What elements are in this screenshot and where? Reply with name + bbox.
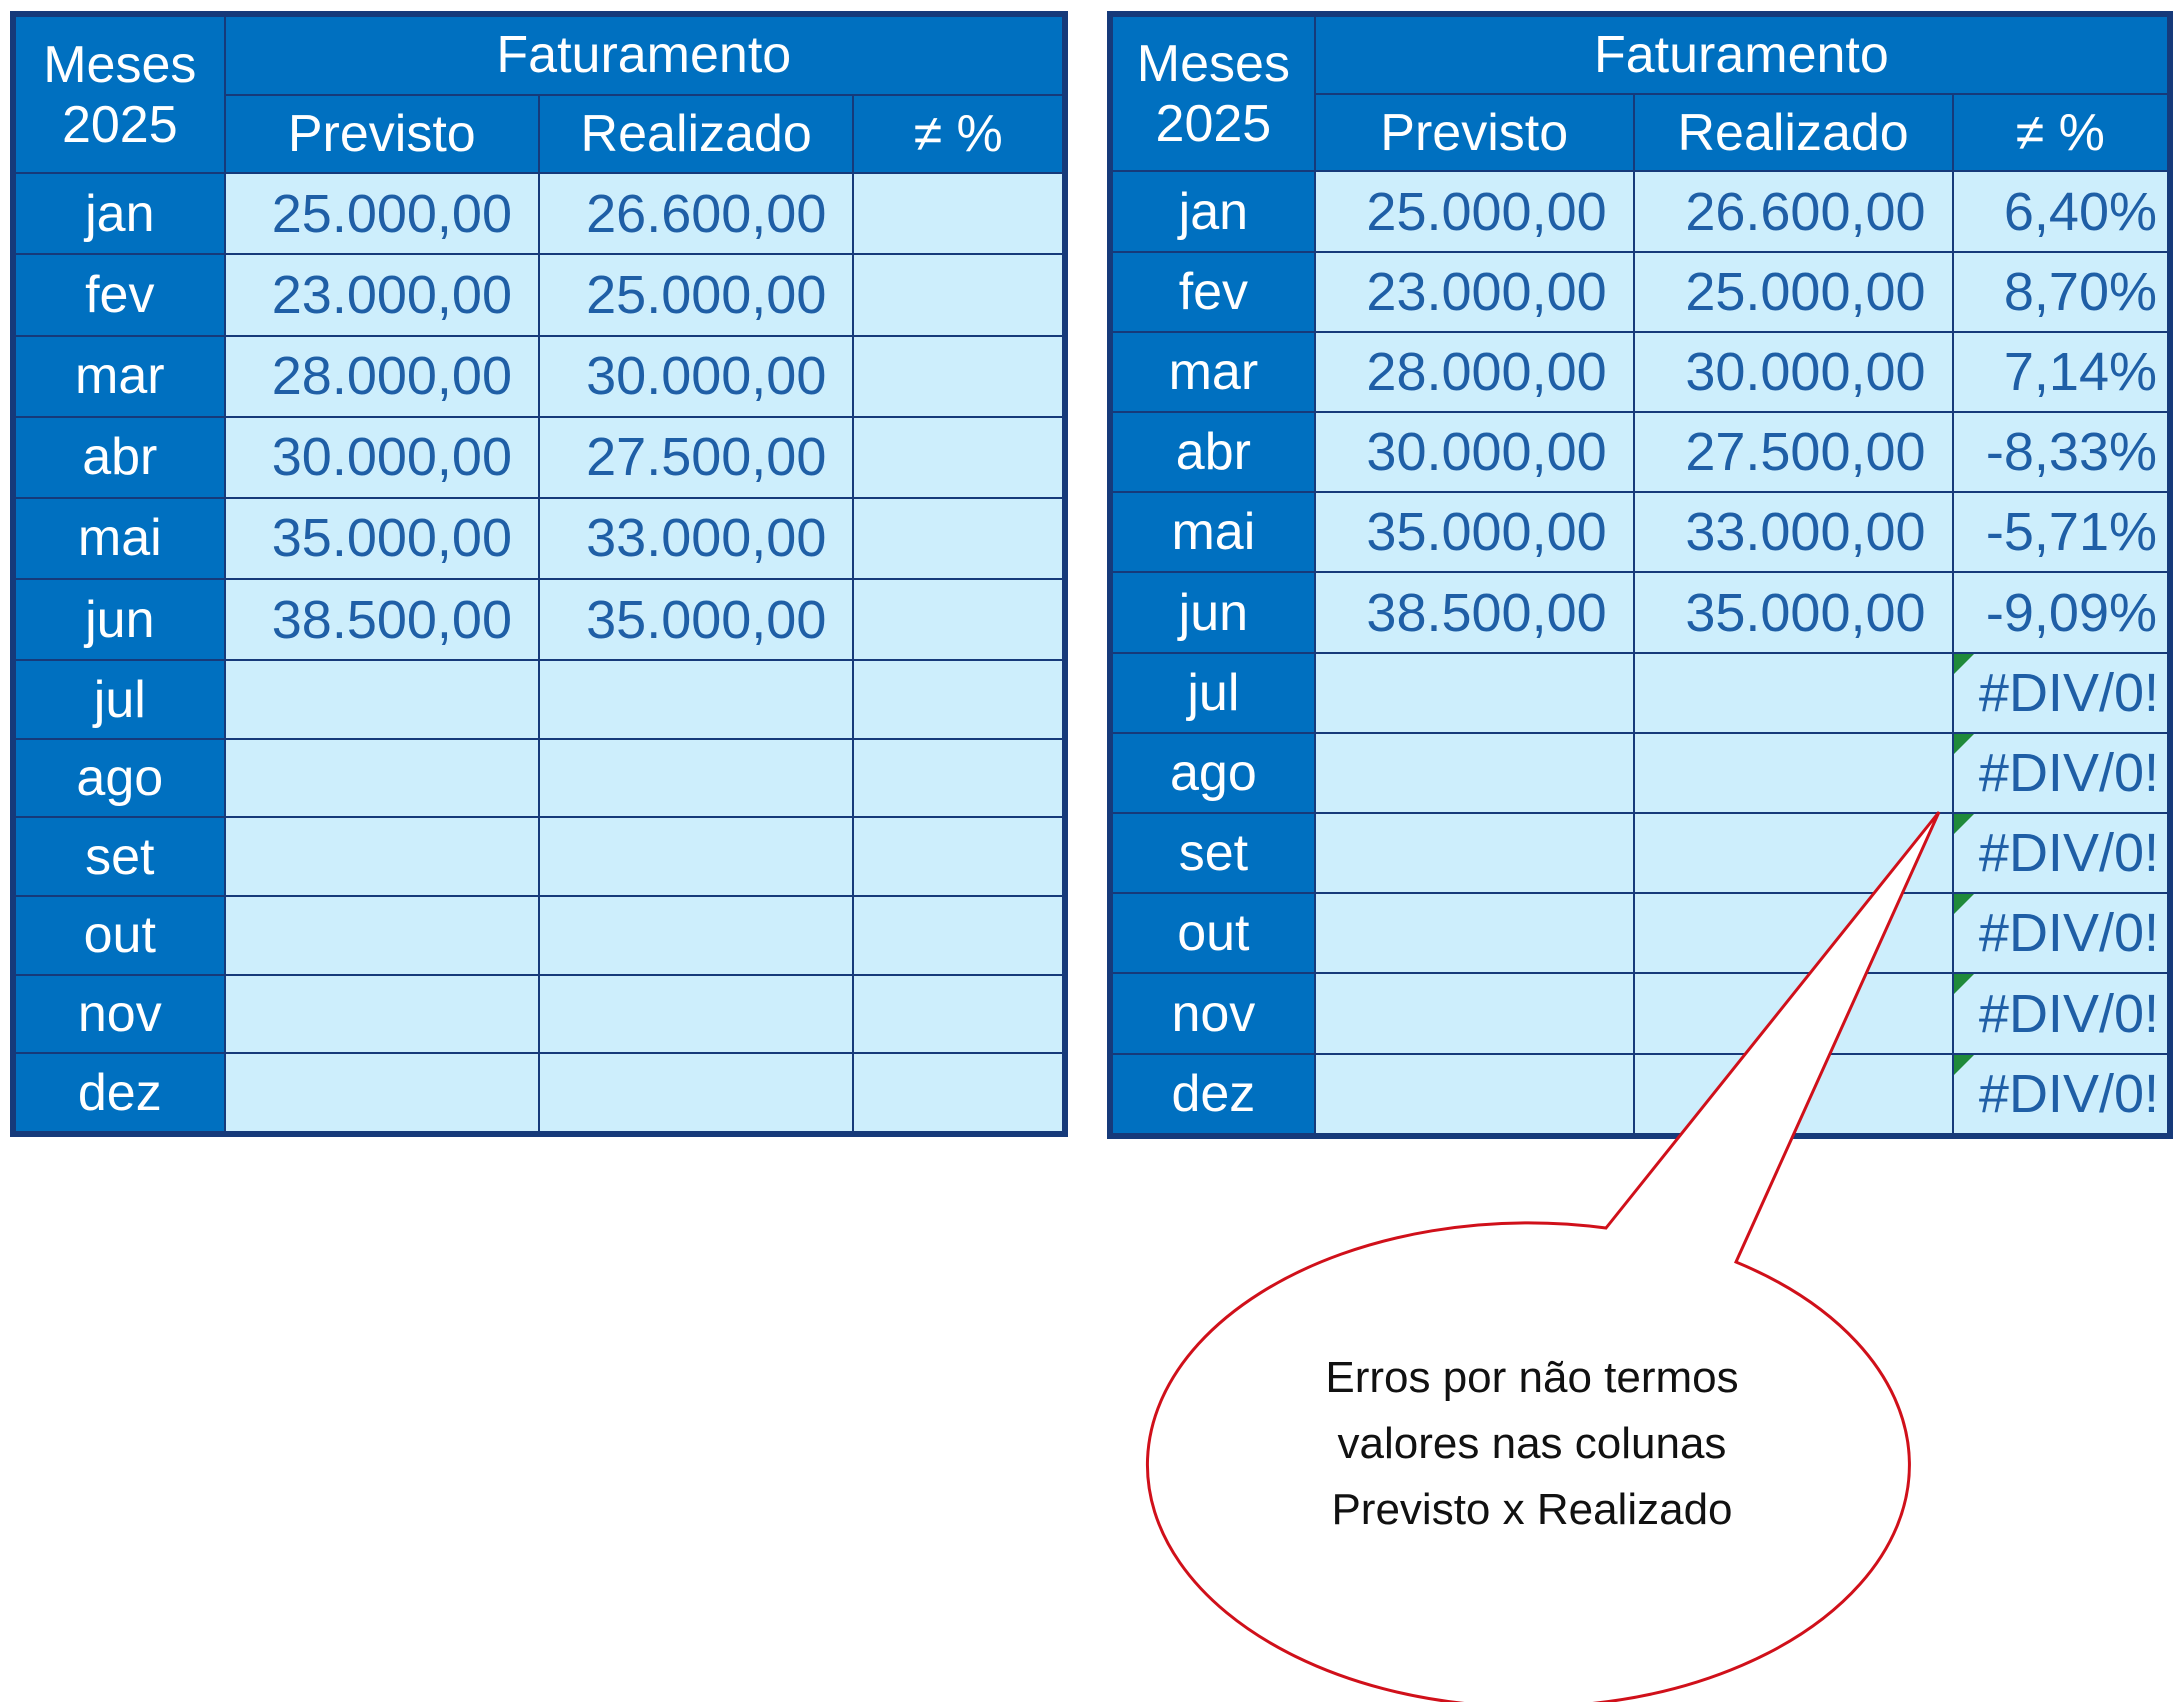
previsto-cell[interactable]: 30.000,00 bbox=[225, 417, 539, 498]
realizado-cell[interactable]: 27.500,00 bbox=[539, 417, 853, 498]
month-cell[interactable]: ago bbox=[15, 739, 225, 818]
realizado-cell[interactable]: 26.600,00 bbox=[1634, 171, 1953, 251]
previsto-header: Previsto bbox=[225, 95, 539, 174]
month-cell[interactable]: out bbox=[15, 896, 225, 975]
diff-percent-value: #DIV/0! bbox=[1978, 1063, 2159, 1124]
diff-percent-header: ≠ % bbox=[853, 95, 1063, 174]
month-cell[interactable]: jun bbox=[15, 579, 225, 660]
month-cell[interactable]: nov bbox=[15, 975, 225, 1054]
month-cell[interactable]: set bbox=[15, 817, 225, 896]
realizado-cell[interactable]: 30.000,00 bbox=[539, 336, 853, 417]
previsto-cell[interactable]: 38.500,00 bbox=[225, 579, 539, 660]
diff-percent-value: #DIV/0! bbox=[1978, 662, 2159, 723]
diff-percent-value: 7,14% bbox=[2003, 341, 2157, 402]
realizado-cell[interactable]: 35.000,00 bbox=[1634, 572, 1953, 652]
month-cell[interactable]: jun bbox=[1112, 572, 1315, 652]
faturamento-header: Faturamento bbox=[1315, 16, 2168, 94]
realizado-cell[interactable]: 27.500,00 bbox=[1634, 412, 1953, 492]
previsto-cell[interactable]: 23.000,00 bbox=[1315, 252, 1634, 332]
realizado-header: Realizado bbox=[1634, 94, 1953, 172]
realizado-header: Realizado bbox=[539, 95, 853, 174]
diff-percent-value: #DIV/0! bbox=[1978, 903, 2159, 964]
realizado-cell[interactable]: 30.000,00 bbox=[1634, 332, 1953, 412]
callout-line: Erros por não termos bbox=[1325, 1353, 1739, 1402]
month-cell[interactable]: fev bbox=[15, 254, 225, 335]
previsto-cell[interactable]: 28.000,00 bbox=[1315, 332, 1634, 412]
previsto-cell[interactable]: 35.000,00 bbox=[1315, 492, 1634, 572]
month-cell[interactable]: mai bbox=[1112, 492, 1315, 572]
month-cell[interactable]: jan bbox=[1112, 171, 1315, 251]
month-cell[interactable]: jul bbox=[1112, 653, 1315, 733]
realizado-cell[interactable]: 33.000,00 bbox=[539, 498, 853, 579]
month-cell[interactable]: mar bbox=[1112, 332, 1315, 412]
diff-percent-value: -5,71% bbox=[1985, 502, 2157, 563]
diff-percent-value: -8,33% bbox=[1985, 422, 2157, 483]
month-cell[interactable]: fev bbox=[1112, 252, 1315, 332]
realizado-cell[interactable]: 35.000,00 bbox=[539, 579, 853, 660]
previsto-cell[interactable]: 25.000,00 bbox=[225, 173, 539, 254]
months-header-label: Meses bbox=[43, 35, 197, 94]
speech-bubble-shape bbox=[1147, 812, 1939, 1702]
months-header-label: Meses bbox=[1136, 34, 1290, 93]
month-cell[interactable]: abr bbox=[15, 417, 225, 498]
diff-percent-value: 6,40% bbox=[2003, 181, 2157, 242]
diff-percent-value: 8,70% bbox=[2003, 261, 2157, 322]
previsto-cell[interactable]: 23.000,00 bbox=[225, 254, 539, 335]
realizado-cell[interactable]: 25.000,00 bbox=[539, 254, 853, 335]
diff-percent-value: #DIV/0! bbox=[1978, 823, 2159, 884]
month-cell[interactable]: mar bbox=[15, 336, 225, 417]
month-cell[interactable]: ago bbox=[1112, 733, 1315, 813]
faturamento-header: Faturamento bbox=[225, 16, 1063, 95]
realizado-cell[interactable]: 25.000,00 bbox=[1634, 252, 1953, 332]
callout-text bbox=[1232, 1345, 1832, 1543]
month-cell[interactable]: set bbox=[1112, 813, 1315, 893]
month-cell[interactable]: nov bbox=[1112, 973, 1315, 1053]
previsto-cell[interactable]: 25.000,00 bbox=[1315, 171, 1634, 251]
realizado-cell[interactable]: 26.600,00 bbox=[539, 173, 853, 254]
month-cell[interactable]: jul bbox=[15, 660, 225, 739]
month-cell[interactable]: dez bbox=[1112, 1054, 1315, 1134]
month-cell[interactable]: abr bbox=[1112, 412, 1315, 492]
month-cell[interactable]: out bbox=[1112, 893, 1315, 973]
previsto-cell[interactable]: 38.500,00 bbox=[1315, 572, 1634, 652]
year-header-label: 2025 bbox=[1155, 94, 1272, 153]
previsto-header: Previsto bbox=[1315, 94, 1634, 172]
previsto-cell[interactable]: 35.000,00 bbox=[225, 498, 539, 579]
diff-percent-header: ≠ % bbox=[1953, 94, 2168, 172]
month-cell[interactable]: dez bbox=[15, 1053, 225, 1132]
callout-line: valores nas colunas bbox=[1337, 1419, 1727, 1468]
diff-percent-value: #DIV/0! bbox=[1978, 983, 2159, 1044]
callout-line: Previsto x Realizado bbox=[1331, 1485, 1733, 1534]
previsto-cell[interactable]: 28.000,00 bbox=[225, 336, 539, 417]
diff-percent-value: #DIV/0! bbox=[1978, 742, 2159, 803]
month-cell[interactable]: mai bbox=[15, 498, 225, 579]
realizado-cell[interactable]: 33.000,00 bbox=[1634, 492, 1953, 572]
year-header-label: 2025 bbox=[61, 95, 178, 154]
previsto-cell[interactable]: 30.000,00 bbox=[1315, 412, 1634, 492]
diff-percent-value: -9,09% bbox=[1985, 582, 2157, 643]
month-cell[interactable]: jan bbox=[15, 173, 225, 254]
